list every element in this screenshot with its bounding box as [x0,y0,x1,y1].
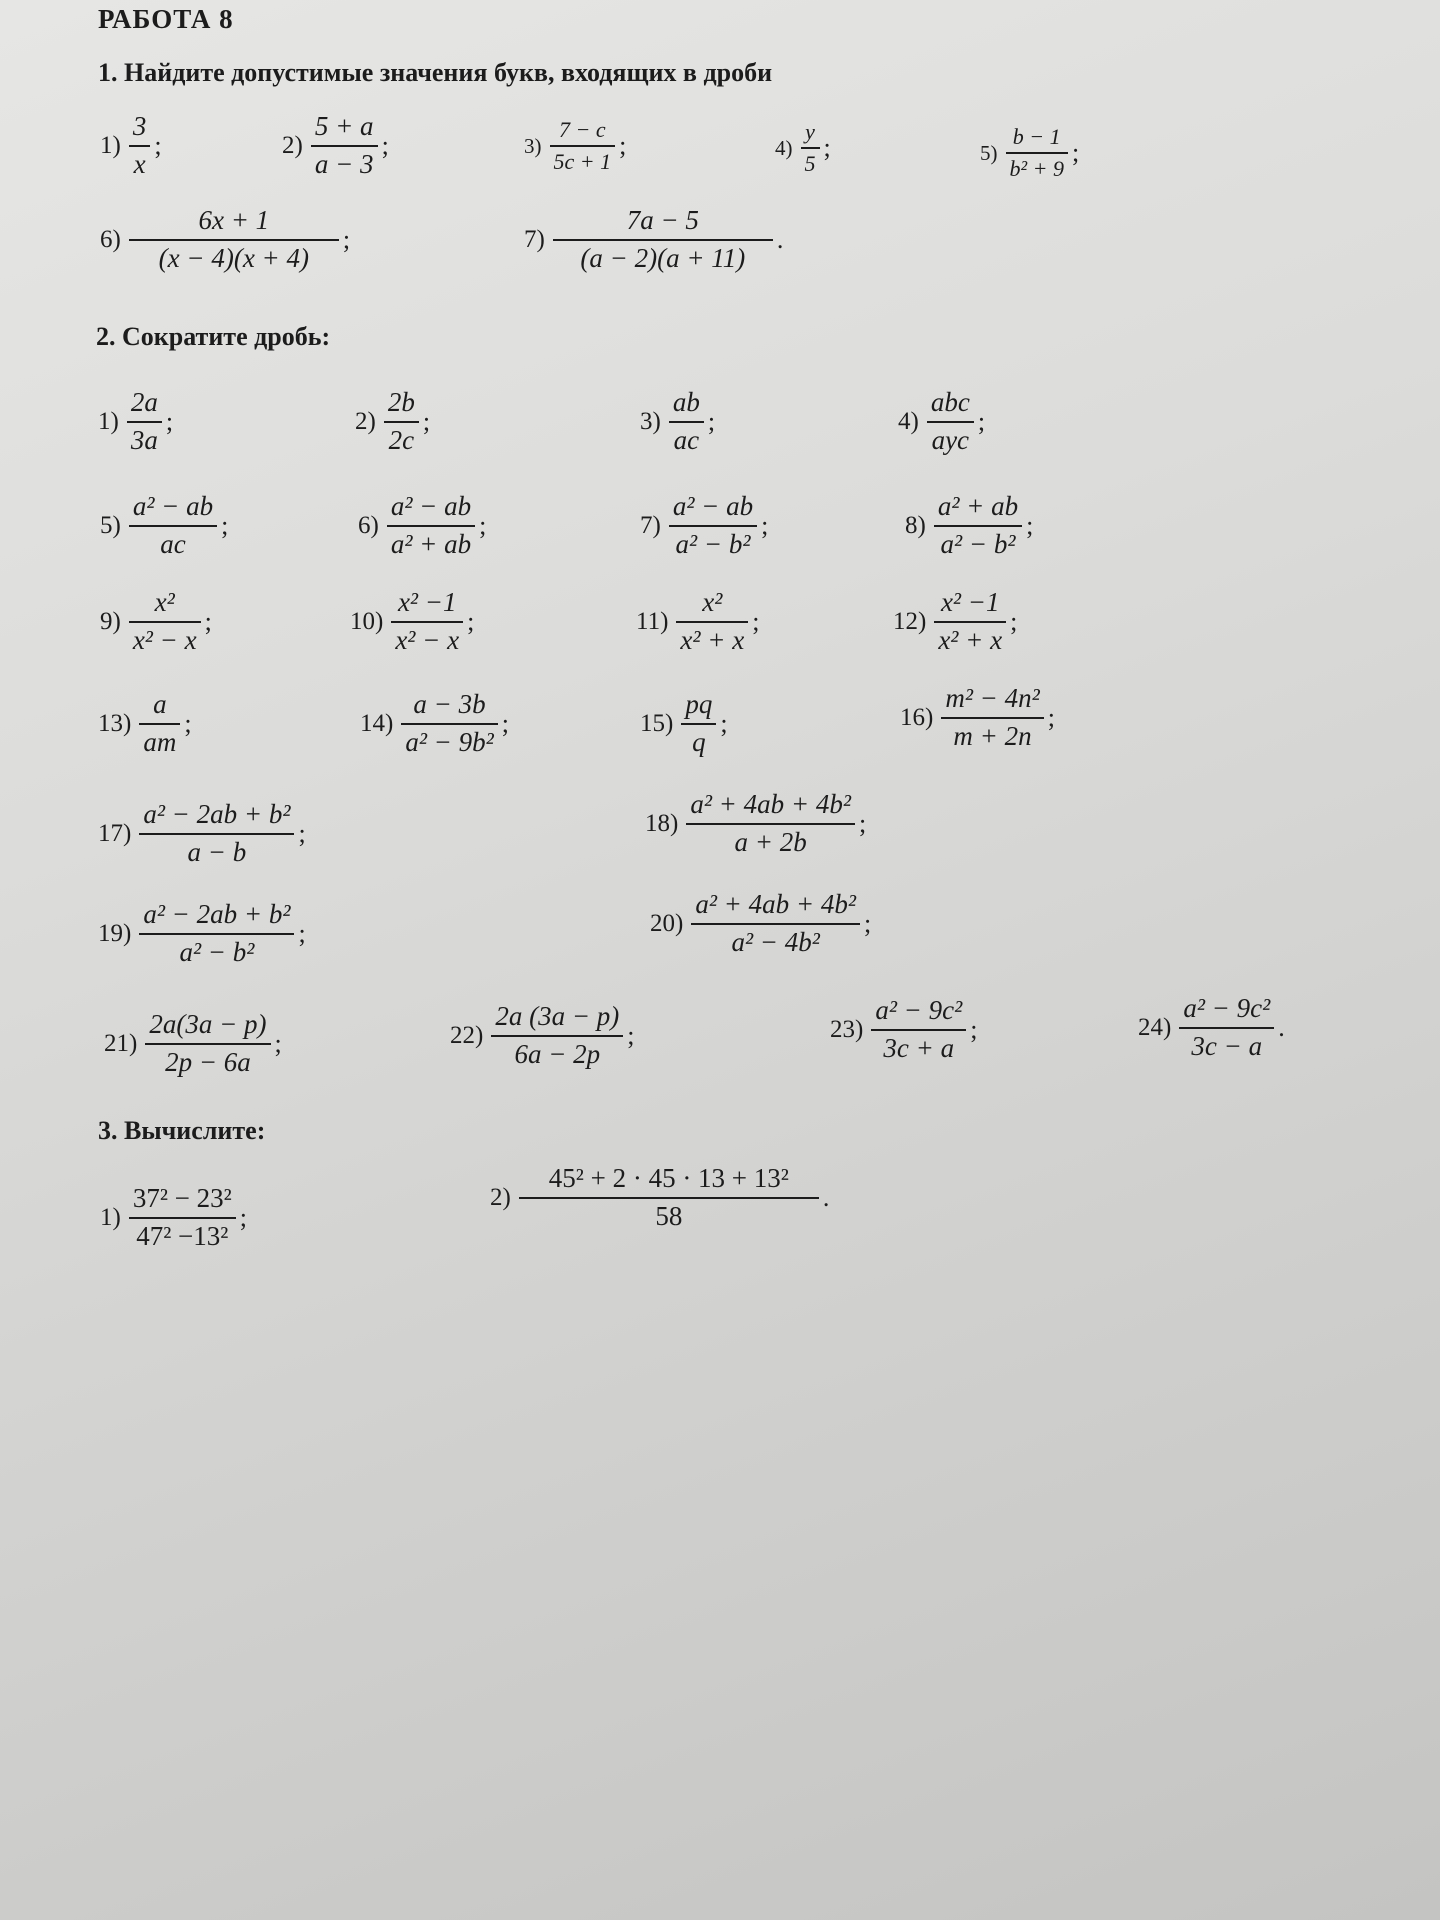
separator: ; [501,708,509,738]
fraction [491,1002,623,1069]
denominator: x [133,148,146,179]
denominator: a² − 4b² [731,926,820,957]
fraction-bar [401,723,497,725]
denominator: x² − x [395,624,460,655]
fraction-bar [927,421,974,423]
separator: ; [165,406,174,436]
separator: ; [858,808,867,838]
fraction [129,588,201,655]
fraction [139,900,294,967]
item-number: 3) [524,133,542,158]
denominator: am [143,726,177,757]
fraction-bar [145,1043,270,1045]
fraction [401,690,497,757]
numerator: 7a − 5 [626,205,699,235]
denominator: a² − b² [179,936,255,967]
fraction-bar [934,525,1022,527]
denominator: 3c + a [883,1032,955,1063]
denominator: ac [673,424,700,455]
fraction-bar [129,621,201,623]
denominator: a − b [187,836,247,867]
numerator: a² − 9c² [1183,993,1271,1023]
separator: ; [467,606,475,636]
numerator: a² − ab [390,491,472,521]
separator: ; [1071,138,1080,168]
separator: ; [720,708,728,738]
fraction [387,492,475,559]
s1-item-5 [980,125,1079,181]
s2-item-12 [893,588,1017,655]
fraction [801,120,820,176]
item-number: 20) [650,909,684,937]
numerator: a² − 9c² [875,995,963,1025]
separator: . [822,1182,830,1212]
denominator: x² − x [132,624,197,655]
item-number: 7) [640,511,661,539]
denominator: b² + 9 [1009,156,1064,182]
s2-item-8 [905,492,1033,559]
fraction [384,388,419,455]
separator: ; [479,510,487,540]
numerator: m² − 4n² [945,683,1040,713]
fraction [927,388,974,455]
numerator: 37² − 23² [132,1183,232,1213]
separator: ; [977,406,986,436]
s2-item-10 [350,588,474,655]
denominator: 47² −13² [136,1220,229,1251]
fraction-bar [691,923,860,925]
fraction-bar [491,1035,623,1037]
numerator: y [805,119,815,144]
separator: ; [707,406,716,436]
fraction-bar [391,621,463,623]
item-number: 8) [905,511,926,539]
fraction [669,492,757,559]
s2-item-22 [450,1002,635,1069]
numerator: x² [154,587,175,617]
s2-item-11 [636,588,759,655]
fraction-bar [934,621,1006,623]
denominator: 5 [804,151,816,177]
page-title: РАБОТА 8 [98,4,234,34]
item-number: 19) [98,919,132,947]
fraction [686,790,855,857]
numerator: a² − 2ab + b² [143,899,291,929]
fraction-bar [311,145,378,147]
s2-item-3 [640,388,715,455]
fraction-bar [801,147,820,149]
denominator: ayc [931,424,970,455]
numerator: a² − ab [132,491,214,521]
fraction [139,800,294,867]
fraction-bar [553,239,773,241]
numerator: x² −1 [940,587,1000,617]
fraction [691,890,860,957]
item-number: 6) [358,511,379,539]
item-number: 1) [98,407,119,435]
separator: ; [221,510,229,540]
denominator: m + 2n [953,720,1032,751]
s2-item-21 [104,1010,282,1077]
separator: ; [298,918,306,948]
fraction [550,118,616,174]
item-number: 24) [1138,1013,1172,1041]
numerator: a² − ab [672,491,754,521]
s2-item-9 [100,588,212,655]
separator: ; [184,708,192,738]
item-number: 10) [350,607,384,635]
fraction [129,206,339,273]
separator: ; [752,606,760,636]
numerator: abc [930,387,970,417]
fraction-bar [129,1217,236,1219]
item-number: 13) [98,709,132,737]
item-number: 3) [640,407,661,435]
s2-item-7 [640,492,768,559]
item-number: 2) [355,407,376,435]
item-number: 23) [830,1015,864,1043]
separator: ; [863,908,872,938]
denominator: a − 3 [314,148,374,179]
item-number: 9) [100,607,121,635]
item-number: 2) [490,1183,511,1211]
fraction-bar [1179,1027,1274,1029]
separator: . [1278,1012,1285,1042]
denominator: x² + x [680,624,745,655]
denominator: a² − b² [675,528,751,559]
separator: . [776,224,784,254]
denominator: 58 [655,1200,683,1231]
item-number: 4) [775,135,793,160]
s3-item-1 [100,1184,247,1251]
s2-item-2 [355,388,430,455]
item-number: 11) [636,607,669,635]
separator: ; [1047,702,1055,732]
s1-item-1 [100,112,162,179]
fraction-bar [139,833,294,835]
item-number: 1) [100,131,121,159]
section2-heading: 2. Сократите дробь: [96,322,331,351]
s2-item-17 [98,800,306,867]
fraction-bar [129,525,217,527]
s2-item-24 [1138,994,1285,1061]
numerator: b − 1 [1012,124,1061,149]
separator: ; [204,606,212,636]
denominator: (x − 4)(x + 4) [158,242,310,273]
separator: ; [970,1014,978,1044]
fraction [129,492,217,559]
s1-item-2 [282,112,389,179]
numerator: 3 [132,111,147,141]
separator: ; [1010,606,1018,636]
fraction [145,1010,270,1077]
separator: ; [823,133,831,163]
separator: ; [342,224,351,254]
fraction [871,996,966,1063]
fraction-bar [387,525,475,527]
s2-item-23 [830,996,977,1063]
fraction-bar [129,239,339,241]
item-number: 21) [104,1029,138,1057]
item-number: 2) [282,131,303,159]
item-number: 5) [100,511,121,539]
s2-item-1 [98,388,173,455]
fraction-bar [139,723,180,725]
numerator: 2a [130,387,158,417]
denominator: ac [160,528,186,559]
item-number: 14) [360,709,394,737]
fraction [676,588,748,655]
s1-item-4 [775,120,831,176]
s2-item-20 [650,890,871,957]
separator: ; [1026,510,1034,540]
numerator: 2a(3a − p) [149,1009,267,1039]
numerator: a² + ab [937,491,1019,521]
fraction-bar [681,723,716,725]
numerator: a² + 4ab + 4b² [695,889,856,919]
fraction [139,690,180,757]
fraction-bar [139,933,294,935]
item-number: 12) [893,607,927,635]
denominator: 2c [388,424,415,455]
fraction [934,492,1022,559]
fraction-bar [669,525,757,527]
fraction-bar [384,421,419,423]
fraction [1006,125,1068,181]
separator: ; [761,510,769,540]
denominator: x² + x [938,624,1003,655]
numerator: a² + 4ab + 4b² [690,789,851,819]
numerator: 45² + 2 · 45 · 13 + 13² [548,1163,789,1193]
item-number: 1) [100,1203,121,1231]
numerator: a [153,689,167,719]
fraction [553,206,773,273]
fraction [681,690,716,757]
denominator: (a − 2)(a + 11) [580,242,746,273]
s1-item-3 [524,118,626,174]
s1-item-6 [100,206,350,273]
fraction-bar [550,145,616,147]
separator: ; [619,131,627,161]
fraction-bar [129,145,151,147]
numerator: 7 − c [559,117,606,142]
denominator: 3a [130,424,158,455]
denominator: 2p − 6a [165,1046,251,1077]
s3-item-2 [490,1164,829,1231]
fraction-bar [676,621,748,623]
denominator: 6a − 2p [514,1038,601,1069]
s2-item-13 [98,690,192,757]
fraction [669,388,704,455]
separator: ; [154,130,162,160]
item-number: 7) [524,225,545,253]
fraction [391,588,463,655]
section1-heading: 1. Найдите допустимые значения букв, входящих в дроби [98,58,773,87]
numerator: 2a (3a − p) [495,1001,620,1031]
fraction [311,112,378,179]
numerator: 2b [387,387,415,417]
fraction-bar [871,1029,966,1031]
s1-item-7 [524,206,783,273]
separator: ; [381,130,389,160]
fraction [519,1164,819,1231]
separator: ; [239,1202,247,1232]
fraction-bar [941,717,1043,719]
item-number: 18) [645,809,679,837]
denominator: a + 2b [734,826,807,857]
fraction-bar [519,1197,819,1199]
s2-item-5 [100,492,228,559]
s2-item-19 [98,900,306,967]
denominator: 5c + 1 [553,149,612,175]
fraction [934,588,1006,655]
fraction [1179,994,1274,1061]
numerator: 6x + 1 [198,205,270,235]
separator: ; [422,406,431,436]
denominator: q [692,726,706,757]
item-number: 22) [450,1021,484,1049]
s2-item-6 [358,492,486,559]
numerator: ab [672,387,700,417]
item-number: 4) [898,407,919,435]
separator: ; [274,1028,282,1058]
s2-item-14 [360,690,509,757]
fraction [129,1184,236,1251]
numerator: x² [702,587,723,617]
numerator: x² −1 [397,587,457,617]
section3-heading: 3. Вычислите: [98,1116,266,1145]
s2-item-16 [900,684,1055,751]
separator: ; [627,1020,635,1050]
numerator: a² − 2ab + b² [143,799,291,829]
item-number: 5) [980,140,998,165]
fraction-bar [686,823,855,825]
fraction [127,388,162,455]
denominator: a² + ab [390,528,472,559]
fraction-bar [669,421,704,423]
fraction [941,684,1043,751]
item-number: 16) [900,703,934,731]
denominator: 3c − a [1191,1030,1263,1061]
item-number: 15) [640,709,674,737]
s2-item-4 [898,388,985,455]
numerator: 5 + a [314,111,374,141]
numerator: a − 3b [413,689,486,719]
denominator: a² − b² [940,528,1016,559]
item-number: 6) [100,225,121,253]
numerator: pq [685,689,713,719]
denominator: a² − 9b² [405,726,494,757]
fraction [129,112,151,179]
item-number: 17) [98,819,132,847]
fraction-bar [127,421,162,423]
separator: ; [298,818,306,848]
fraction-bar [1006,152,1068,154]
s2-item-18 [645,790,866,857]
s2-item-15 [640,690,728,757]
